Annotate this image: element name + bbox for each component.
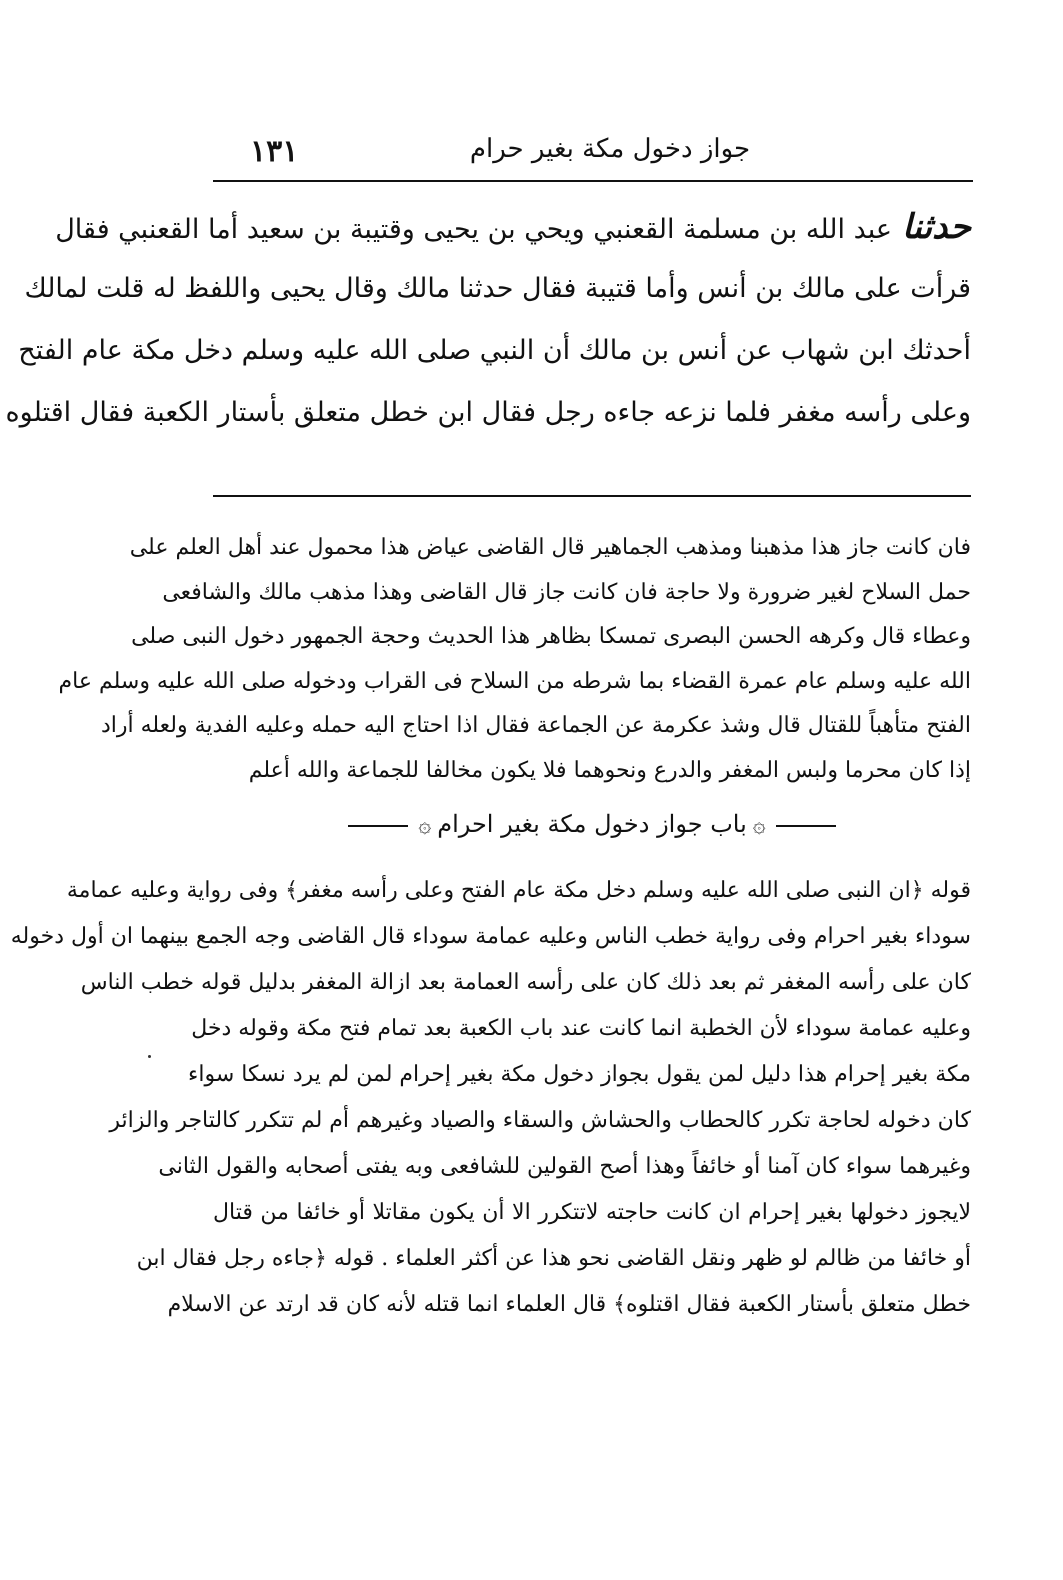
commentary-line: وغيرهما سواء كان آمنا أو خائفاً وهذا أصح القولين للشافعى وبه يفتى أصحابه والقول الثانى — [158, 1154, 971, 1179]
heading-dash — [348, 825, 408, 827]
haddathana-heading: حدثنا — [902, 207, 971, 247]
heading-dash — [776, 825, 836, 827]
page-header — [210, 132, 970, 172]
commentary-line: مكة بغير إحرام هذا دليل لمن يقول بجواز دخول مكة بغير إحرام لمن لم يرد نسكا سواء — [188, 1062, 971, 1087]
commentary-line: الفتح متأهباً للقتال قال وشذ عكرمة عن الجماعة فقال اذا احتاج اليه حمله وعليه الفدية ولعله أراد — [100, 713, 971, 738]
ornament-icon: ۞ — [418, 813, 432, 838]
commentary-line: سوداء بغير احرام وفى رواية خطب الناس وعليه عمامة سوداء قال القاضى وجه الجمع بينهما ان أول دخوله — [10, 924, 971, 949]
header-rule — [213, 180, 973, 182]
commentary-line: فان كانت جاز هذا مذهبنا ومذهب الجماهير قال القاضى عياض هذا محمول عند أهل العلم على — [129, 535, 971, 560]
running-title: جواز دخول مكة بغير حرام — [469, 134, 751, 164]
commentary-line: خطل متعلق بأستار الكعبة فقال اقتلوه﴾ قال العلماء انما قتله لأنه كان قد ارتد عن الاسلام — [167, 1292, 971, 1317]
commentary-line: حمل السلاح لغير ضرورة ولا حاجة فان كانت جاز قال القاضى وهذا مذهب مالك والشافعى — [162, 579, 971, 605]
section-rule — [213, 495, 971, 497]
stray-mark — [148, 1055, 151, 1058]
chapter-commentary — [10, 868, 971, 1328]
hadith-line: وعلى رأسه مغفر فلما نزعه جاءه رجل فقال ابن خطل متعلق بأستار الكعبة فقال اقتلوه — [5, 397, 971, 428]
hadith-line: قرأت على مالك بن أنس وأما قتيبة فقال حدثنا مالك وقال يحيى واللفظ له قلت لمالك — [24, 273, 971, 304]
commentary-block — [58, 526, 971, 793]
hadith-line-text: عبد الله بن مسلمة القعنبي ويحي بن يحيى وقتيبة بن سعيد أما القعنبي فقال — [55, 214, 893, 245]
commentary-line: كان على رأسه المغفر ثم بعد ذلك كان على رأسه العمامة بعد ازالة المغفر بدليل قوله خطب الناس — [80, 970, 971, 995]
hadith-line: أحدثك ابن شهاب عن أنس بن مالك أن النبي صلى الله عليه وسلم دخل مكة عام الفتح — [18, 335, 971, 366]
hadith-text — [5, 196, 971, 444]
commentary-line: أو خائفا من ظالم لو ظهر ونقل القاضى نحو هذا عن أكثر العلماء . قوله ﴿جاءه رجل فقال ابن — [136, 1246, 971, 1271]
ornament-icon: ۞ — [752, 813, 766, 838]
chapter-heading — [213, 800, 971, 848]
commentary-line: إذا كان محرما ولبس المغفر والدرع ونحوهما فلا يكون مخالفا للجماعة والله أعلم — [248, 757, 971, 783]
commentary-line: كان دخوله لحاجة تكرر كالحطاب والحشاش والسقاء والصياد وغيرهم أم لم تتكرر كالتاجر والزائر — [109, 1108, 971, 1133]
hadith-line — [55, 196, 971, 258]
commentary-line: لايجوز دخولها بغير إحرام ان كانت حاجته لاتتكرر الا أن يكون مقاتلا أو خائفا من قتال — [213, 1200, 971, 1225]
commentary-line: وعليه عمامة سوداء لأن الخطبة انما كانت عند باب الكعبة بعد تمام فتح مكة وقوله دخل — [191, 1016, 971, 1041]
commentary-line: قوله ﴿ان النبى صلى الله عليه وسلم دخل مكة عام الفتح وعلى رأسه مغفر﴾ وفى رواية وعليه عمامة — [66, 878, 971, 903]
chapter-title: باب جواز دخول مكة بغير احرام — [437, 810, 747, 838]
commentary-line: الله عليه وسلم عام عمرة القضاء بما شرطه من السلاح فى القراب ودخوله صلى الله عليه وسلم عام — [58, 668, 971, 694]
page-number: ١٣١ — [250, 134, 299, 169]
commentary-line: وعطاء قال وكرهه الحسن البصرى تمسكا بظاهر هذا الحديث وحجة الجمهور دخول النبى صلى — [131, 624, 971, 649]
